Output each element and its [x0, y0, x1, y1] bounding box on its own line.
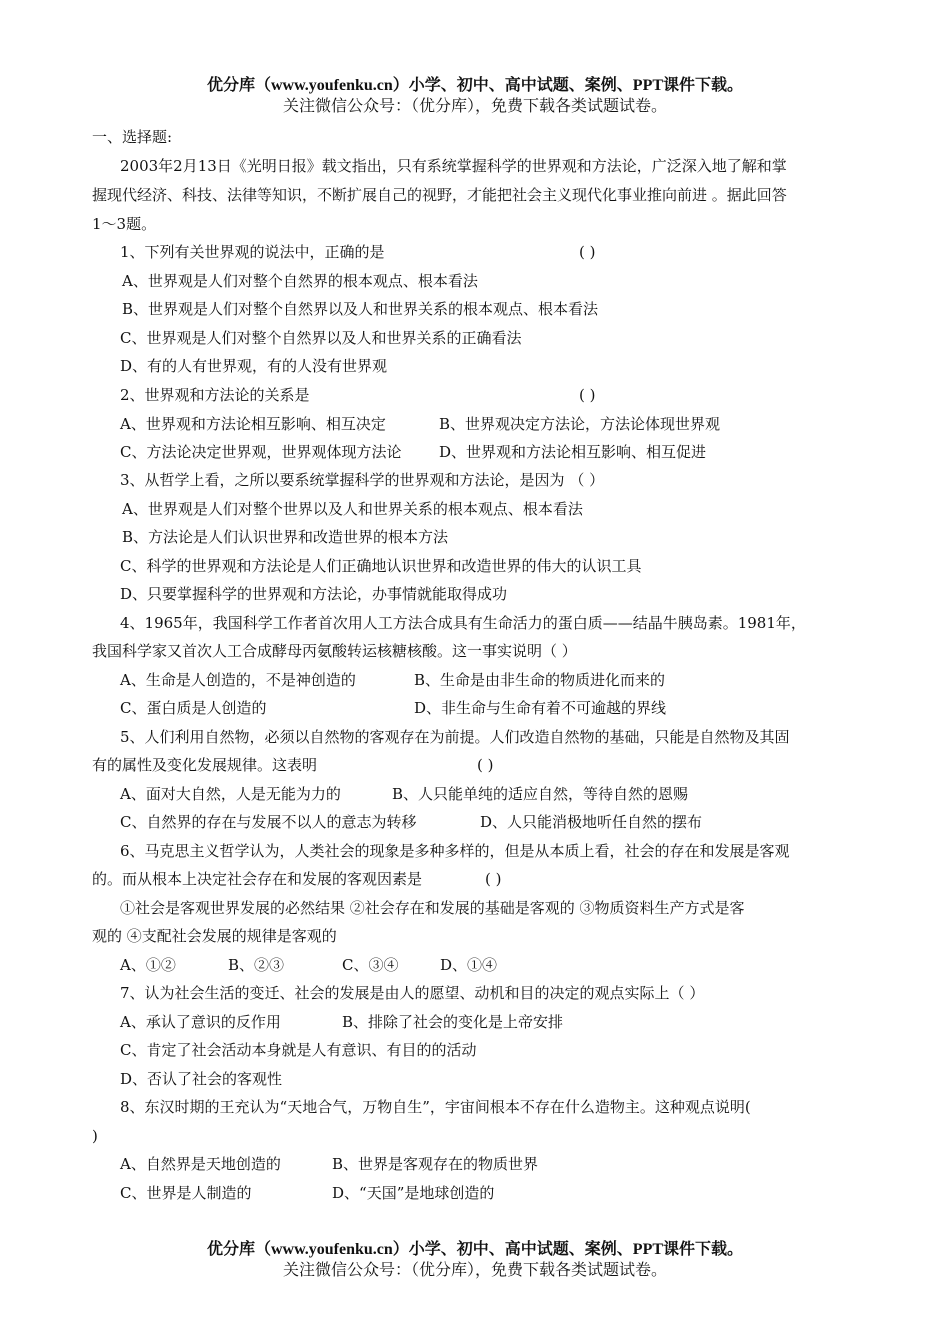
- q1-option-c: C、世界观是人们对整个自然界以及人和世界关系的正确看法: [120, 329, 522, 347]
- q1-option-a: A、世界观是人们对整个自然界的根本观点、根本看法: [122, 272, 478, 290]
- q4-option-b: B、生命是由非生命的物质进化而来的: [414, 671, 666, 689]
- q7-option-c: C、肯定了社会活动本身就是人有意识、有目的的活动: [120, 1041, 477, 1059]
- q6-answer-paren: ( ): [485, 870, 502, 888]
- q6-statements-line-2: 观的 ④支配社会发展的规律是客观的: [92, 927, 337, 945]
- intro-line-2: 握现代经济、科技、法律等知识，不断扩展自己的视野，才能把社会主义现代化事业推向前进 。据此回答: [92, 186, 787, 204]
- q7-option-d: D、否认了社会的客观性: [120, 1070, 283, 1088]
- footer-line-2: 关注微信公众号：（优分库），免费下载各类试题试卷。: [282, 1260, 667, 1279]
- page-header: [0, 76, 950, 116]
- q4-option-a: A、生命是人创造的，不是神创造的: [120, 671, 356, 689]
- q3-option-c: C、科学的世界观和方法论是人们正确地认识世界和改造世界的伟大的认识工具: [120, 557, 642, 575]
- q5-option-a: A、面对大自然，人是无能为力的: [120, 785, 341, 803]
- q5-option-c: C、自然界的存在与发展不以人的意志为转移: [120, 813, 417, 831]
- intro-line-1: 2003年2月13日《光明日报》载文指出，只有系统掌握科学的世界观和方法论，广泛深入地了解和掌: [120, 157, 787, 175]
- q1-stem: 1、下列有关世界观的说法中，正确的是: [120, 243, 385, 261]
- q6-choice-b: B、②③: [228, 956, 285, 974]
- q3-option-d: D、只要掌握科学的世界观和方法论，办事情就能取得成功: [120, 585, 508, 603]
- q2-option-a: A、世界观和方法论相互影响、相互决定: [120, 415, 386, 433]
- q5-stem-line-2: 有的属性及变化发展规律。这表明: [92, 756, 318, 774]
- intro-line-3: 1～3题。: [92, 215, 157, 233]
- q4-option-d: D、非生命与生命有着不可逾越的界线: [414, 699, 667, 717]
- q5-answer-paren: ( ): [477, 756, 494, 774]
- header-line-2: 关注微信公众号：（优分库），免费下载各类试题试卷。: [282, 96, 667, 115]
- q5-stem-line-1: 5、人们利用自然物，必须以自然物的客观存在为前提。人们改造自然物的基础，只能是自然物及其固: [120, 728, 790, 746]
- q3-option-a: A、世界观是人们对整个世界以及人和世界关系的根本观点、根本看法: [122, 500, 583, 518]
- q2-option-b: B、世界观决定方法论，方法论体现世界观: [439, 415, 721, 433]
- q8-stem-line-1: 8、东汉时期的王充认为“天地合气，万物自生”，宇宙间根本不存在什么造物主。这种观点说明(: [120, 1098, 751, 1116]
- q2-option-c: C、方法论决定世界观，世界观体现方法论: [120, 443, 402, 461]
- q5-option-b: B、人只能单纯的适应自然，等待自然的恩赐: [392, 785, 689, 803]
- q8-option-b: B、世界是客观存在的物质世界: [332, 1155, 539, 1173]
- q6-statements-line-1: ①社会是客观世界发展的必然结果 ②社会存在和发展的基础是客观的 ③物质资料生产方式是客: [120, 899, 745, 917]
- q7-option-a: A、承认了意识的反作用: [120, 1013, 281, 1031]
- q2-answer-paren: ( ): [579, 386, 596, 404]
- q8-option-c: C、世界是人制造的: [120, 1184, 252, 1202]
- q8-option-d: D、“天国”是地球创造的: [332, 1184, 495, 1202]
- footer-line-1: 优分库（www.youfenku.cn）小学、初中、高中试题、案例、PPT课件下载。: [206, 1241, 744, 1258]
- q1-option-b: B、世界观是人们对整个自然界以及人和世界关系的根本观点、根本看法: [122, 300, 599, 318]
- q6-choice-a: A、①②: [120, 956, 176, 974]
- q3-option-b: B、方法论是人们认识世界和改造世界的根本方法: [122, 528, 449, 546]
- q6-choice-d: D、①④: [440, 956, 498, 974]
- page-footer: [0, 1240, 950, 1280]
- header-line-1: 优分库（www.youfenku.cn）小学、初中、高中试题、案例、PPT课件下载。: [206, 77, 744, 94]
- q1-option-d: D、有的人有世界观，有的人没有世界观: [120, 357, 388, 375]
- q6-choice-c: C、③④: [342, 956, 399, 974]
- q2-stem: 2、世界观和方法论的关系是: [120, 386, 310, 404]
- q7-stem: 7、认为社会生活的变迁、社会的发展是由人的愿望、动机和目的决定的观点实际上（ ）: [120, 984, 705, 1002]
- q6-stem-line-2: 的。而从根本上决定社会存在和发展的客观因素是: [92, 870, 423, 888]
- section-title: 一、选择题:: [92, 128, 173, 146]
- q3-stem: 3、从哲学上看，之所以要系统掌握科学的世界观和方法论，是因为 （ ）: [120, 471, 605, 489]
- q4-option-c: C、蛋白质是人创造的: [120, 699, 267, 717]
- q7-option-b: B、排除了社会的变化是上帝安排: [342, 1013, 564, 1031]
- q6-stem-line-1: 6、马克思主义哲学认为，人类社会的现象是多种多样的，但是从本质上看，社会的存在和发展是客观: [120, 842, 790, 860]
- q1-answer-paren: ( ): [579, 243, 596, 261]
- q5-option-d: D、人只能消极地听任自然的摆布: [480, 813, 703, 831]
- q8-stem-line-2: ): [92, 1127, 98, 1145]
- q4-stem-line-1: 4、1965年，我国科学工作者首次用人工方法合成具有生命活力的蛋白质——结晶牛胰岛素。1981年，: [120, 614, 806, 632]
- q8-option-a: A、自然界是天地创造的: [120, 1155, 281, 1173]
- q2-option-d: D、世界观和方法论相互影响、相互促进: [439, 443, 707, 461]
- q4-stem-line-2: 我国科学家又首次人工合成酵母丙氨酸转运核糖核酸。这一事实说明（ ）: [92, 642, 577, 660]
